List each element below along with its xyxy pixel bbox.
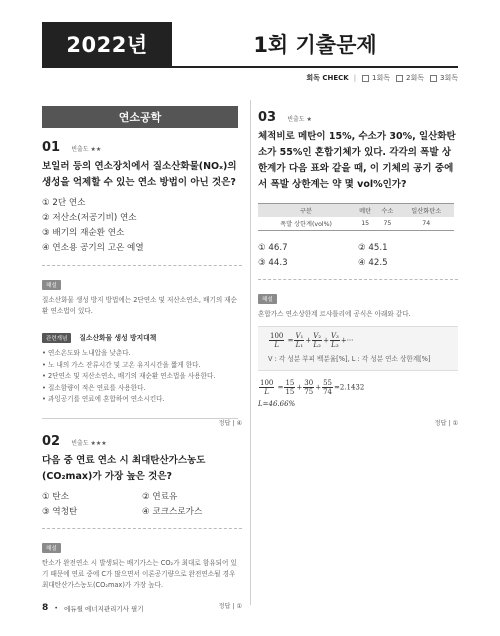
question-02 <box>42 430 242 610</box>
related-tag: 관련개념 <box>42 333 71 343</box>
page-footer <box>42 603 144 613</box>
explanation-text: 탄소가 완전연소 시 발생되는 배기가스는 CO₂가 최대로 함유되어 있기 때문에 연료 중에 C가 많으면서 이론공기량으로 완전연소될 경우 최대탄산가스농도(CO₂max)가 가장 높다. <box>42 559 237 589</box>
explanation-tag: 해설 <box>42 543 61 553</box>
question-number: 03 <box>258 110 277 125</box>
option-2[interactable]: ② 45.1 <box>358 243 388 253</box>
section-title: 연소공학 <box>42 106 238 128</box>
answer: 정답 | ④ <box>218 419 242 427</box>
table-cell: 폭발 상한계(vol%) <box>258 217 354 231</box>
option-3[interactable]: ③ 배기의 재순환 연소 <box>42 228 125 238</box>
bullet-item: • 연소온도와 노내압을 낮춘다. <box>42 349 131 357</box>
question-text: 다음 중 연료 연소 시 최대탄산가스농도(CO₂max)가 가장 높은 것은? <box>42 455 206 482</box>
answer: 정답 | ① <box>218 603 242 610</box>
frequency-label: 빈출도 ★★ <box>71 146 102 153</box>
check-item-1: 1회독 <box>372 74 391 82</box>
check-box-3[interactable] <box>430 75 437 82</box>
footer-bullet: • <box>54 604 59 612</box>
table-header: 메탄 <box>354 204 376 217</box>
data-table <box>258 203 454 231</box>
page-title: 1회 기출문제 <box>253 33 377 57</box>
question-text: 체적비로 메탄이 15%, 수소가 30%, 일산화탄소가 55%인 혼합기체가 있다. 각각의 폭발 상한계가 다음 표와 같을 때, 이 기체의 공기 중에서 폭발 상한계는 약 몇 vol%인가? <box>258 131 456 190</box>
question-01 <box>42 136 242 427</box>
explanation-text: 혼합가스 연소상한계 르샤틀리에 공식은 아래와 같다. <box>258 310 411 318</box>
result: L=46.66% <box>258 400 296 408</box>
column-divider <box>250 100 251 605</box>
explanation-text: 질소산화물 생성 방지 방법에는 2단연소 및 저산소연소, 배기의 재순환 연소법이 있다. <box>42 296 238 315</box>
bullet-item: • 2단연소 및 저산소연소, 배기의 재순환 연소법을 사용한다. <box>42 372 216 380</box>
bullet-item: • 질소함량이 적은 연료를 사용한다. <box>42 383 146 392</box>
option-1[interactable]: ① 46.7 <box>258 243 288 253</box>
option-4[interactable]: ④ 연소용 공기의 고온 예열 <box>42 243 144 253</box>
answer: 정답 | ① <box>434 420 458 427</box>
option-2[interactable]: ② 저산소(저공기비) 연소 <box>42 213 137 223</box>
table-header: 구분 <box>258 204 354 217</box>
question-separator <box>42 418 238 419</box>
option-1[interactable]: ① 탄소 <box>42 492 70 502</box>
page-number: 8 <box>42 603 49 613</box>
formula-box <box>258 326 458 371</box>
option-4[interactable]: ④ 42.5 <box>358 258 388 268</box>
table-row <box>258 217 454 231</box>
le-chatelier-formula: $\frac{100}{L}$ = $\frac{\text{V₁}}{\text{L₁}}$ + $\frac{\text{V₂}}{\text{L₂}}$ + $\frac{\text{V₃}}{\text{L₃}}$ +··· <box>270 332 354 349</box>
calculation: $\frac{100}{L}$ = $\frac{15}{15}$ + $\frac{30}{75}$ + $\frac{55}{74}$ =2.1432 <box>260 379 365 396</box>
frequency-label: 빈출도 ★ <box>287 116 312 123</box>
check-box-1[interactable] <box>362 75 369 82</box>
check-item-2: 2회독 <box>406 74 425 82</box>
explanation <box>258 279 458 408</box>
option-3[interactable]: ③ 역청탄 <box>42 507 78 517</box>
question-03 <box>258 106 458 427</box>
option-1[interactable]: ① 2단 연소 <box>42 198 86 208</box>
table-cell: 74 <box>398 217 454 231</box>
options-list <box>258 241 458 271</box>
question-text: 보일러 등의 연소장치에서 질소산화물(NOₓ)의 생성을 억제할 수 있는 연소 방법이 아닌 것은? <box>42 161 237 188</box>
related-concept <box>42 325 242 406</box>
check-item-3: 3회독 <box>440 74 458 82</box>
check-box-2[interactable] <box>396 75 403 82</box>
option-2[interactable]: ② 연료유 <box>142 492 178 502</box>
explanation-tag: 해설 <box>42 280 61 290</box>
question-number: 02 <box>42 434 61 449</box>
frequency-label: 빈출도 ★★★ <box>71 440 107 447</box>
option-3[interactable]: ③ 44.3 <box>258 258 288 268</box>
explanation-tag: 해설 <box>258 294 277 304</box>
header-rule <box>42 66 458 68</box>
explanation <box>42 265 242 317</box>
question-01-head <box>42 136 242 155</box>
option-4[interactable]: ④ 코크스로가스 <box>142 507 203 517</box>
question-number: 01 <box>42 140 61 155</box>
read-check <box>306 72 458 84</box>
check-label: 회독 CHECK <box>306 74 349 82</box>
check-separator: | <box>353 74 357 82</box>
related-title: 질소산화물 생성 방지대책 <box>79 334 157 342</box>
bullet-item: • 노 내의 가스 잔류시간 및 고온 유지시간을 짧게 한다. <box>42 360 201 369</box>
table-header: 일산화탄소 <box>398 204 454 217</box>
year-text: 2022년 <box>66 33 148 57</box>
explanation <box>42 528 242 591</box>
table-header-row <box>258 204 454 217</box>
bullet-item: • 과잉공기를 연료에 혼합하여 연소시킨다. <box>42 395 165 403</box>
year-badge <box>42 22 172 66</box>
table-cell: 15 <box>354 217 376 231</box>
book-title: 에듀윌 에너지관리기사 필기 <box>64 604 144 613</box>
table-cell: 75 <box>376 217 398 231</box>
options-list <box>42 196 242 256</box>
table-header: 수소 <box>376 204 398 217</box>
formula-note: V : 각 성분 부피 백분율[%], L : 각 성분 연소 상한계[%] <box>268 355 431 363</box>
options-list <box>42 490 242 520</box>
